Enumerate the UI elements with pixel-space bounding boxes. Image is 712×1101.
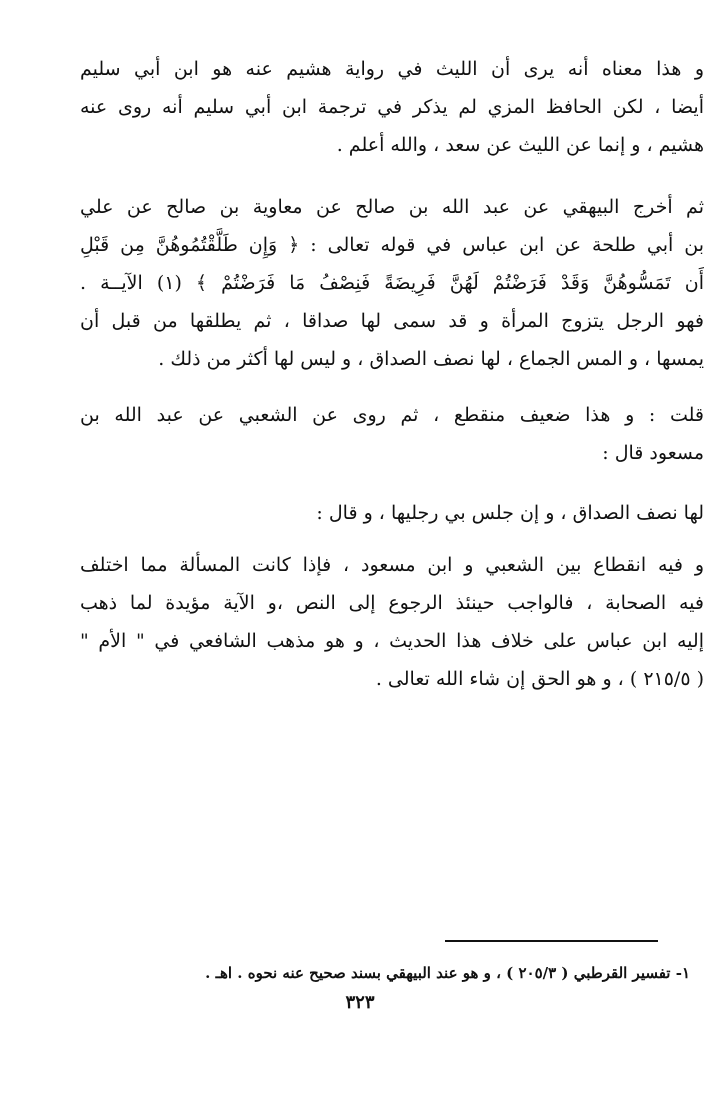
- text-line: قلت : و هذا ضعيف منقطع ، ثم روى عن الشعبي عن عبد الله بن: [80, 404, 704, 426]
- paragraph-1: [80, 50, 704, 164]
- text-line: هشيم ، و إنما عن الليث عن سعد ، والله أعلم .: [336, 134, 704, 156]
- paragraph-5: [80, 546, 704, 698]
- text-line: بن أبي طلحة عن ابن عباس في قوله تعالى : ﴿ وَإِن طَلَّقْتُمُوهُنَّ مِن قَبْلِ: [80, 234, 704, 256]
- text-line: و هذا معناه أنه يرى أن الليث في رواية هشيم عنه هو ابن أبي سليم: [80, 58, 704, 80]
- text-line: يمسها ، و المس الجماع ، لها نصف الصداق ، و ليس لها أكثر من ذلك .: [158, 348, 704, 370]
- text-line: ( ٢١٥/٥ ) ، و هو الحق إن شاء الله تعالى .: [375, 668, 704, 690]
- text-line: أيضا ، لكن الحافظ المزي لم يذكر في ترجمة ابن أبي سليم أنه روى عنه: [80, 96, 704, 118]
- text-line: ثم أخرج البيهقي عن عبد الله بن صالح عن معاوية بن صالح عن علي: [80, 196, 704, 218]
- text-line: إليه ابن عباس على خلاف هذا الحديث ، و هو مذهب الشافعي في " الأم ": [80, 630, 704, 652]
- text-line: مسعود قال :: [602, 442, 704, 464]
- footnote-separator: [445, 940, 658, 942]
- page-number: ٣٢٣: [345, 992, 375, 1013]
- text-line: فيه الصحابة ، فالواجب حينئذ الرجوع إلى النص ،و الآية مؤيدة لما ذهب: [80, 592, 704, 614]
- paragraph-4: [80, 494, 704, 532]
- text-line: لها نصف الصداق ، و إن جلس بي رجليها ، و قال :: [316, 502, 704, 524]
- paragraph-3: [80, 396, 704, 472]
- quran-verse-line: أَن تَمَسُّوهُنَّ وَقَدْ فَرَضْتُمْ لَهُنَّ فَرِيضَةً فَنِصْفُ مَا فَرَضْتُمْ ﴾ (١) الآيــة .: [80, 272, 704, 294]
- text-line: و فيه انقطاع بين الشعبي و ابن مسعود ، فإذا كانت المسألة مما اختلف: [80, 554, 704, 576]
- footnote: ١- تفسير القرطبي ( ٢٠٥/٣ ) ، و هو عند البيهقي بسند صحيح عنه نحوه . اهـ .: [205, 964, 690, 982]
- text-line: فهو الرجل يتزوج المرأة و قد سمى لها صداقا ، ثم يطلقها من قبل أن: [80, 310, 704, 332]
- paragraph-2: [80, 188, 704, 378]
